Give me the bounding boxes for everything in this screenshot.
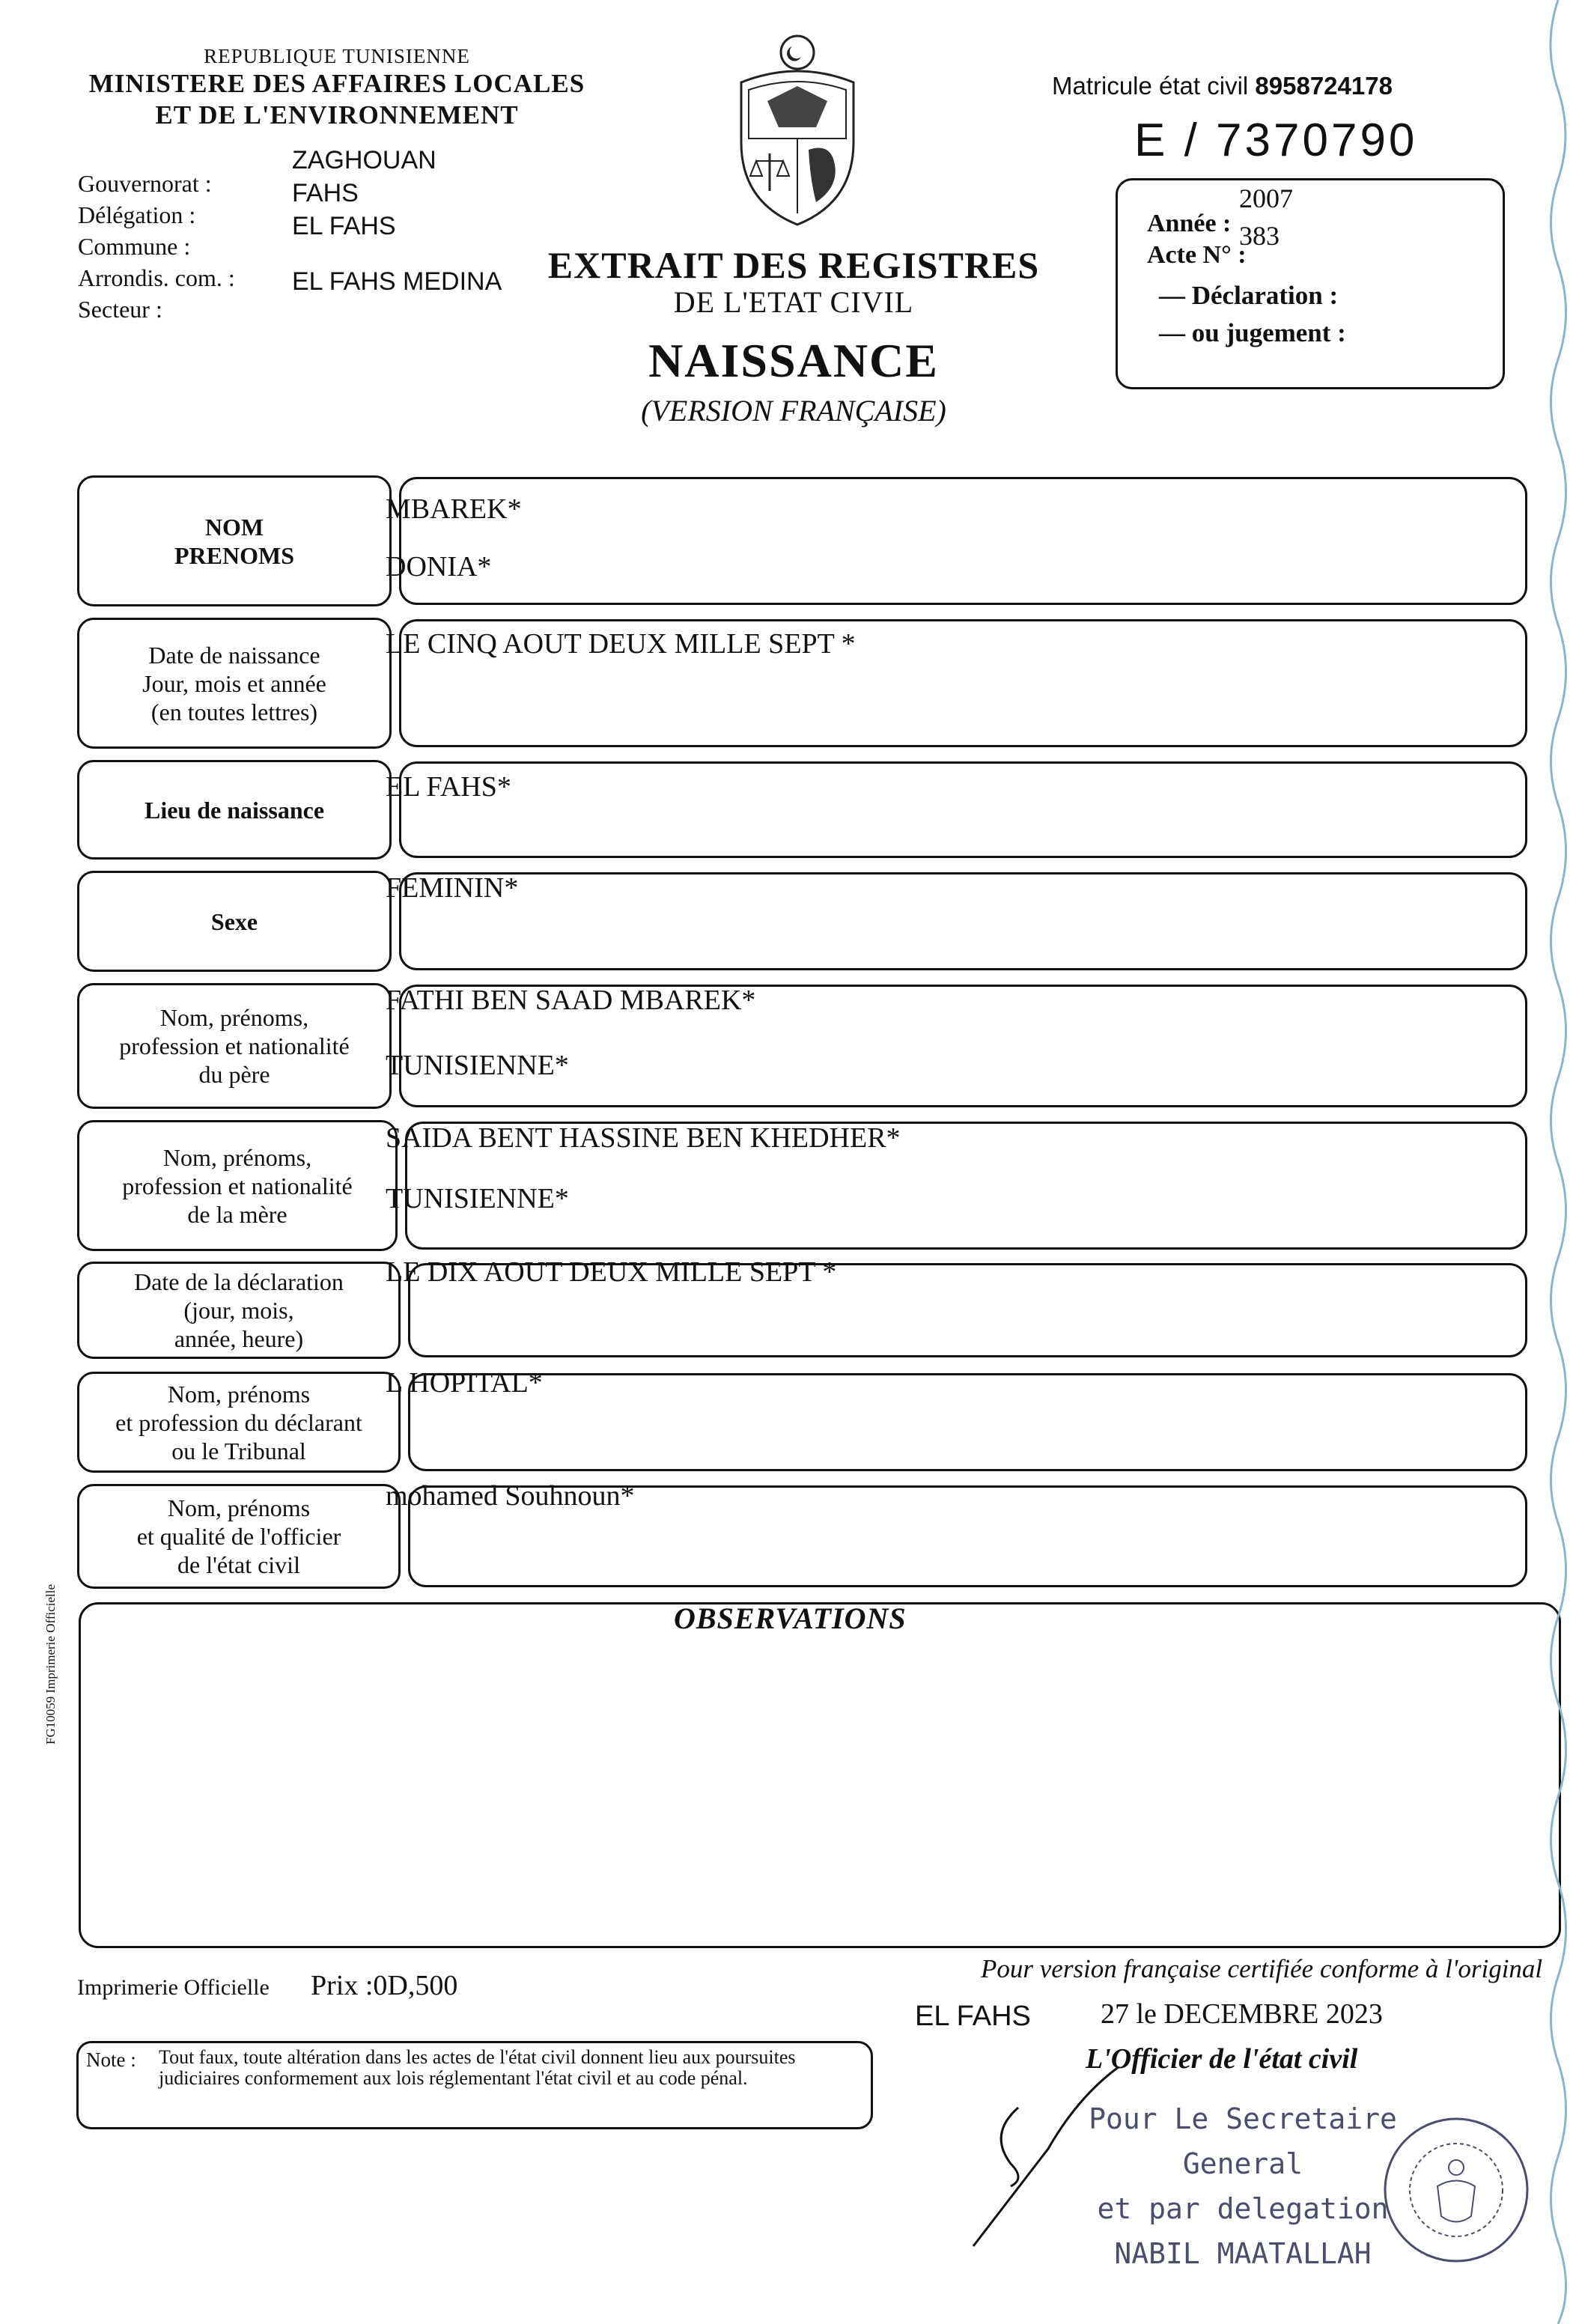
imprimerie-label: Imprimerie Officielle (77, 1975, 270, 2000)
seal-icon (1378, 2111, 1535, 2269)
commune-value: EL FAHS (292, 212, 396, 240)
place: EL FAHS (915, 2001, 1031, 2032)
field-value-box (408, 1373, 1527, 1471)
arrondissement-label: Arrondis. com. : (78, 264, 235, 291)
stamp-line4: NABIL MAATALLAH (1114, 2237, 1372, 2270)
reference-number: E / 7370790 (1134, 115, 1418, 166)
side-print: FG10059 Imprimerie Officielle (43, 1584, 58, 1744)
observations-title: OBSERVATIONS (674, 1601, 907, 1635)
ministry-line1: MINISTERE DES AFFAIRES LOCALES (88, 69, 585, 98)
ministry-header (75, 45, 599, 131)
certification-text: Pour version française certifiée conforme à l'original (981, 1954, 1543, 1983)
field-value: TUNISIENNE* (386, 1050, 569, 1082)
delegation-label: Délégation : (78, 201, 196, 228)
title-naissance: NAISSANCE (648, 334, 939, 387)
field-label-box (77, 983, 392, 1109)
annee-label: Année : (1147, 210, 1232, 237)
acte-value: 383 (1239, 221, 1280, 251)
field-value: FATHI BEN SAAD MBAREK* (386, 984, 756, 1016)
acte-declaration (1159, 277, 1346, 352)
field-label-box (77, 1372, 401, 1473)
acte-label: Acte N° : (1147, 241, 1247, 269)
ministry-line2: ET DE L'ENVIRONNEMENT (155, 100, 519, 130)
field-label: Sexe (210, 907, 258, 935)
field-value: EL FAHS* (386, 770, 511, 803)
field-label: Nom, prénoms, profession et nationalité du père (119, 1004, 350, 1088)
field-value: L HOPITAL* (386, 1366, 543, 1399)
matricule-label: Matricule état civil (1052, 72, 1249, 100)
title-etat-civil: DE L'ETAT CIVIL (673, 285, 914, 319)
field-label: Date de naissance Jour, mois et année (en toutes lettres) (142, 641, 326, 726)
field-value: mohamed Souhnoun* (386, 1479, 635, 1512)
field-value: FEMININ* (386, 872, 519, 904)
coat-of-arms-icon (726, 30, 868, 232)
note-label: Note : (86, 2048, 136, 2071)
stamp-line2: General (1182, 2147, 1303, 2180)
jugement-label: — ou jugement : (1159, 318, 1346, 347)
secteur-label: Secteur : (78, 296, 162, 323)
perforated-edge (1528, 0, 1573, 2324)
field-label-box (77, 475, 392, 606)
matricule (1052, 72, 1393, 100)
field-label-box (77, 1120, 398, 1251)
prix-label: Prix :0D,500 (311, 1970, 458, 2001)
stamp-line1: Pour Le Secretaire (1089, 2102, 1397, 2135)
matricule-value: 8958724178 (1255, 72, 1393, 100)
observations-box (79, 1602, 1561, 1948)
location-labels (78, 168, 235, 325)
field-label-box (77, 618, 392, 749)
field-label: Lieu de naissance (144, 796, 325, 824)
note-text: Tout faux, toute altération dans les actes de l'état civil donnent lieu aux poursuites judiciaires conformement aux lois réglementant l'état civil et au code pénal. (159, 2046, 796, 2089)
delegation-stamp (1078, 2096, 1408, 2276)
officier-title: L'Officier de l'état civil (1086, 2043, 1358, 2075)
field-label: Nom, prénoms et profession du déclarant ou le Tribunal (115, 1380, 362, 1464)
annee-value: 2007 (1239, 183, 1293, 213)
field-value: TUNISIENNE* (386, 1182, 569, 1214)
field-label-box (77, 760, 392, 860)
field-label: Nom, prénoms, profession et nationalité de la mère (122, 1143, 353, 1228)
field-label: Date de la déclaration (jour, mois, année, heure) (134, 1268, 344, 1352)
field-value: MBAREK* (386, 493, 522, 525)
gouvernorat-value: ZAGHOUAN (292, 146, 436, 174)
field-label-box (77, 871, 392, 972)
field-value-box (399, 477, 1527, 605)
republic-label: REPUBLIQUE TUNISIENNE (204, 45, 470, 67)
field-value-box (399, 872, 1527, 970)
field-value: DONIA* (386, 551, 492, 582)
secteur-value: EL FAHS MEDINA (292, 267, 502, 296)
location-values (292, 144, 502, 298)
acte-labels (1147, 208, 1247, 271)
field-value: SAIDA BENT HASSINE BEN KHEDHER* (386, 1122, 901, 1154)
field-value: LE DIX AOUT DEUX MILLE SEPT * (386, 1256, 837, 1289)
field-label: NOM PRENOMS (174, 513, 294, 569)
declaration-label: — Déclaration : (1159, 281, 1339, 310)
date: 27 le DECEMBRE 2023 (1101, 1998, 1383, 2030)
field-label-box (77, 1262, 401, 1359)
gouvernorat-label: Gouvernorat : (78, 170, 212, 197)
field-label: Nom, prénoms et qualité de l'officier de l'état civil (136, 1494, 341, 1578)
title-extrait: EXTRAIT DES REGISTRES (547, 244, 1040, 286)
commune-label: Commune : (78, 233, 191, 260)
field-value-box (399, 761, 1527, 858)
stamp-line3: et par delegation (1097, 2192, 1389, 2225)
title-version: (VERSION FRANÇAISE) (641, 394, 946, 428)
field-value: LE CINQ AOUT DEUX MILLE SEPT * (386, 627, 856, 660)
field-label-box (77, 1484, 401, 1589)
delegation-value: FAHS (292, 179, 359, 207)
